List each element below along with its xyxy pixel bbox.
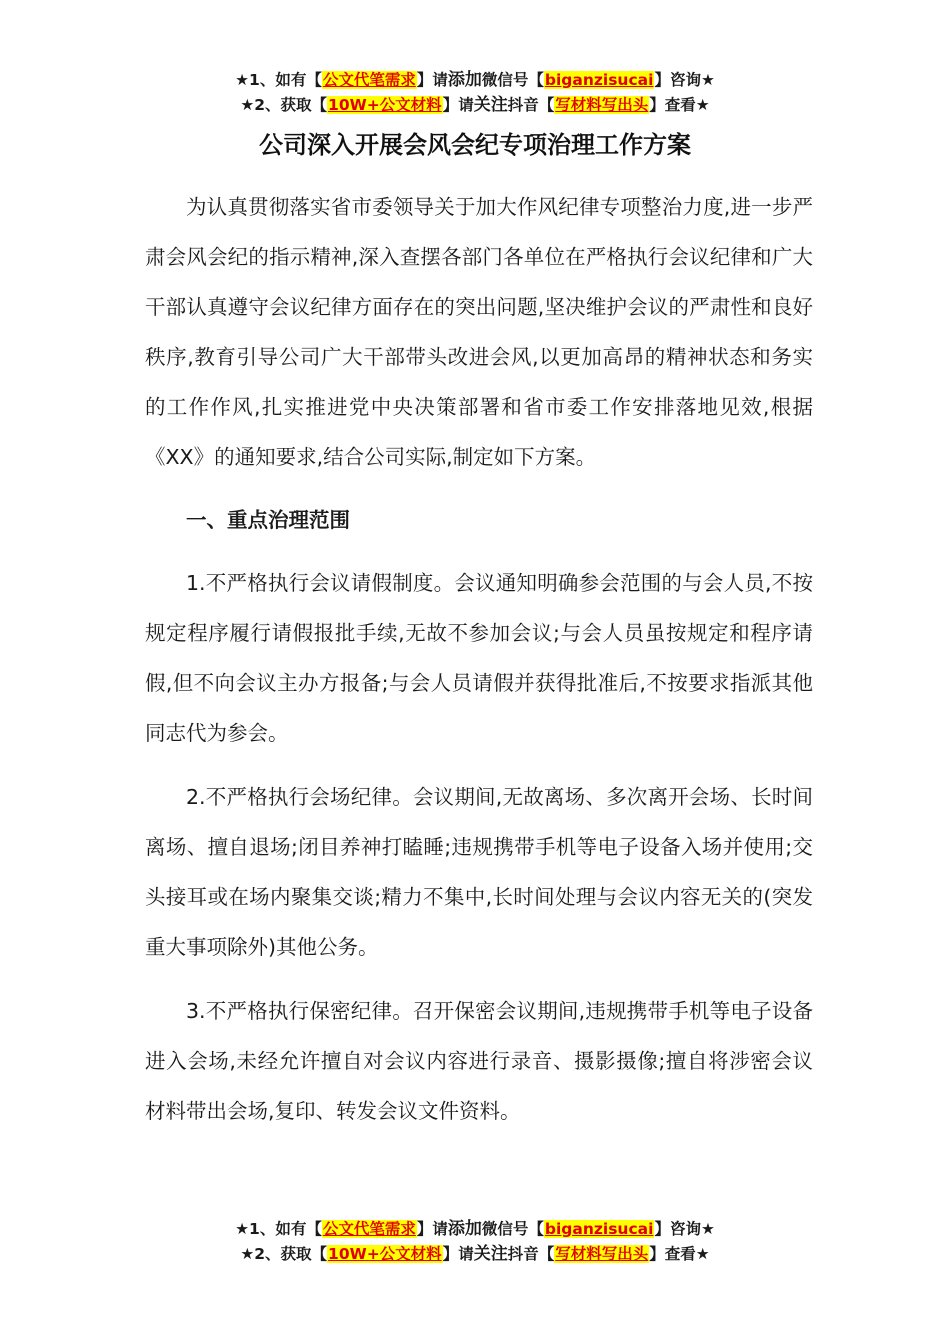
ad-highlight: 写材料写出头: [555, 96, 649, 114]
ad-text: 】咨询★: [654, 1220, 715, 1238]
ad-text: 】请: [416, 71, 448, 89]
ad-text: 】请: [442, 96, 474, 114]
section-heading: 一、重点治理范围: [186, 508, 350, 532]
ad-highlight: biganzisucai: [544, 71, 654, 89]
footer-ad-banner: [0, 1217, 950, 1267]
footer-ad-line-2: [0, 1242, 950, 1267]
ad-highlight: 公文代笔需求: [322, 1220, 416, 1238]
ad-text: 】查看★: [649, 1245, 710, 1263]
ad-highlight: 写材料写出头: [555, 1245, 649, 1263]
header-ad-line-2: [0, 93, 950, 118]
list-item: 3.不严格执行保密纪律。召开保密会议期间,违规携带手机等电子设备进入会场,未经允许擅自对会议内容进行录音、摄影摄像;擅自将涉密会议材料带出会场,复印、转发会议文件资料。: [145, 999, 813, 1123]
list-item: 2.不严格执行会场纪律。会议期间,无故离场、多次离开会场、长时间离场、擅自退场;闭目养神打瞌睡;违规携带手机等电子设备入场并使用;交头接耳或在场内聚集交谈;精力不集中,长时间处理与会议内容无关的(突发重大事项除外)其他公务。: [145, 785, 813, 959]
ad-text: 抖音【: [507, 1245, 555, 1263]
document-title: 公司深入开展会风会纪专项治理工作方案: [259, 131, 691, 159]
footer-ad-line-1: [0, 1217, 950, 1242]
ad-highlight: biganzisucai: [544, 1220, 654, 1238]
ad-text: 抖音【: [507, 96, 555, 114]
document-body: [145, 182, 813, 1136]
ad-text: 】咨询★: [654, 71, 715, 89]
ad-text: 】请: [442, 1245, 474, 1263]
ad-emphasis: 添加: [447, 70, 482, 90]
ad-highlight: 公文代笔需求: [322, 71, 416, 89]
ad-text: 微信号【: [481, 1220, 544, 1238]
header-ad-line-1: [0, 68, 950, 93]
ad-text: ★2、获取【: [240, 96, 328, 114]
ad-emphasis: 关注: [473, 1244, 508, 1264]
list-item: 1.不严格执行会议请假制度。会议通知明确参会范围的与会人员,不按规定程序履行请假报批手续,无故不参加会议;与会人员虽按规定和程序请假,但不向会议主办方报备;与会人员请假并获得批准后,不按要求指派其他同志代为参会。: [145, 571, 813, 745]
ad-text: 】请: [416, 1220, 448, 1238]
ad-emphasis: 关注: [473, 95, 508, 115]
ad-highlight: 10W+公文材料: [328, 96, 442, 114]
ad-emphasis: 添加: [447, 1219, 482, 1239]
ad-text: 】查看★: [649, 96, 710, 114]
ad-text: ★1、如有【: [235, 71, 322, 89]
header-ad-banner: [0, 68, 950, 118]
ad-text: 微信号【: [481, 71, 544, 89]
ad-text: ★1、如有【: [235, 1220, 322, 1238]
ad-text: ★2、获取【: [240, 1245, 328, 1263]
ad-highlight: 10W+公文材料: [328, 1245, 442, 1263]
intro-paragraph: 为认真贯彻落实省市委领导关于加大作风纪律专项整治力度,进一步严肃会风会纪的指示精神,深入查摆各部门各单位在严格执行会议纪律和广大干部认真遵守会议纪律方面存在的突出问题,坚决维护会议的严肃性和良好秩序,教育引导公司广大干部带头改进会风,以更加高昂的精神状态和务实的工作作风,扎实推进党中央决策部署和省市委工作安排落地见效,根据《XX》的通知要求,结合公司实际,制定如下方案。: [145, 195, 813, 469]
